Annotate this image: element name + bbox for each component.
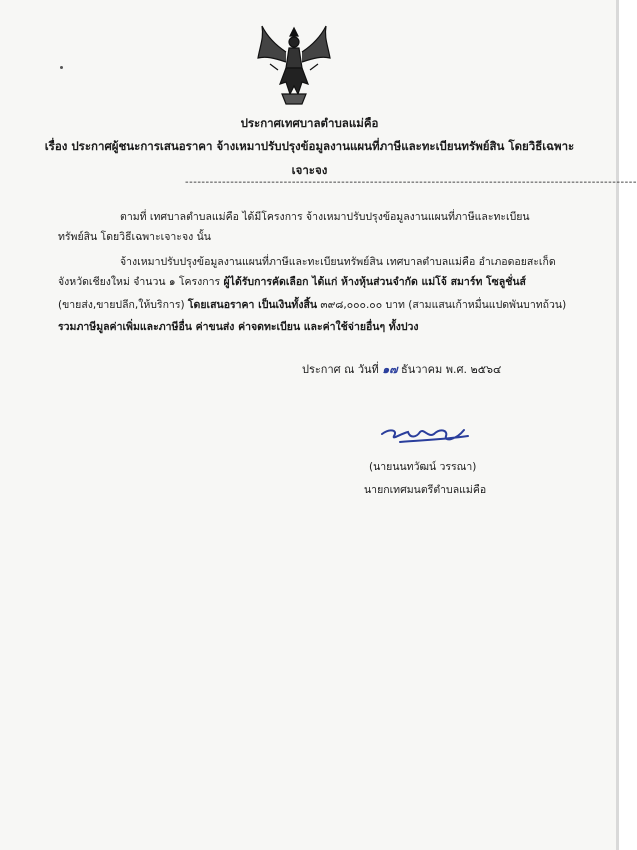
body-line-4 — [58, 273, 526, 290]
announce-date — [302, 360, 501, 378]
body-line-3: จ้างเหมาปรับปรุงข้อมูลงานแผนที่ภาษีและทะเบียนทรัพย์สิน เทศบาลตำบลแม่คือ อำเภอดอยสะเก็ด — [120, 256, 556, 268]
subject-line-1: เรื่อง ประกาศผู้ชนะการเสนอราคา จ้างเหมาปรับปรุงข้อมูลงานแผนที่ภาษีและทะเบียนทรัพย์สิน โดยวิธีเฉพาะ — [44, 139, 575, 153]
announce-prefix: ประกาศ ณ วันที่ — [302, 363, 383, 376]
body-line-1: ตามที่ เทศบาลตำบลแม่คือ ได้มีโครงการ จ้างเหมาปรับปรุงข้อมูลงานแผนที่ภาษีและทะเบียน — [120, 211, 530, 223]
body-line-5-b: โดยเสนอราคา เป็นเงินทั้งสิ้น — [187, 299, 318, 311]
body-line-5-a: (ขายส่ง,ขายปลีก,ให้บริการ) — [58, 299, 188, 311]
garuda-emblem-icon — [256, 24, 332, 106]
announce-day: ๑๗ — [382, 363, 398, 376]
announce-month-year: ธันวาคม พ.ศ. ๒๕๖๔ — [397, 363, 502, 376]
subject-line-2: เจาะจง — [291, 163, 328, 177]
body-line-4-a: จังหวัดเชียงใหม่ จำนวน ๑ โครงการ — [58, 276, 224, 288]
speck — [60, 66, 63, 69]
body-line-2: ทรัพย์สิน โดยวิธีเฉพาะเจาะจง นั้น — [58, 231, 211, 243]
body-line-4-b: ผู้ได้รับการคัดเลือก ได้แก่ ห้างหุ้นส่วนจำกัด แม่โจ้ สมาร์ท โซลูชั่นส์ — [223, 276, 526, 288]
divider-line: -------------------------------------------------------------------------------------------------------------- — [185, 177, 637, 188]
issuer-title: ประกาศเทศบาลตำบลแม่คือ — [240, 116, 379, 130]
body-line-5 — [58, 296, 566, 313]
body-line-5-c: ๓๙๘,๐๐๐.๐๐ บาท (สามแสนเก้าหมื่นแปดพันบาทถ้วน) — [317, 299, 567, 311]
signer-position: นายกเทศมนตรีตำบลแม่คือ — [364, 484, 487, 496]
body-line-6: รวมภาษีมูลค่าเพิ่มและภาษีอื่น ค่าขนส่ง ค่าจดทะเบียน และค่าใช้จ่ายอื่นๆ ทั้งปวง — [58, 321, 419, 333]
signer-name: (นายนนทวัฒน์ วรรณา) — [369, 461, 477, 473]
handwritten-signature-icon — [380, 424, 472, 448]
